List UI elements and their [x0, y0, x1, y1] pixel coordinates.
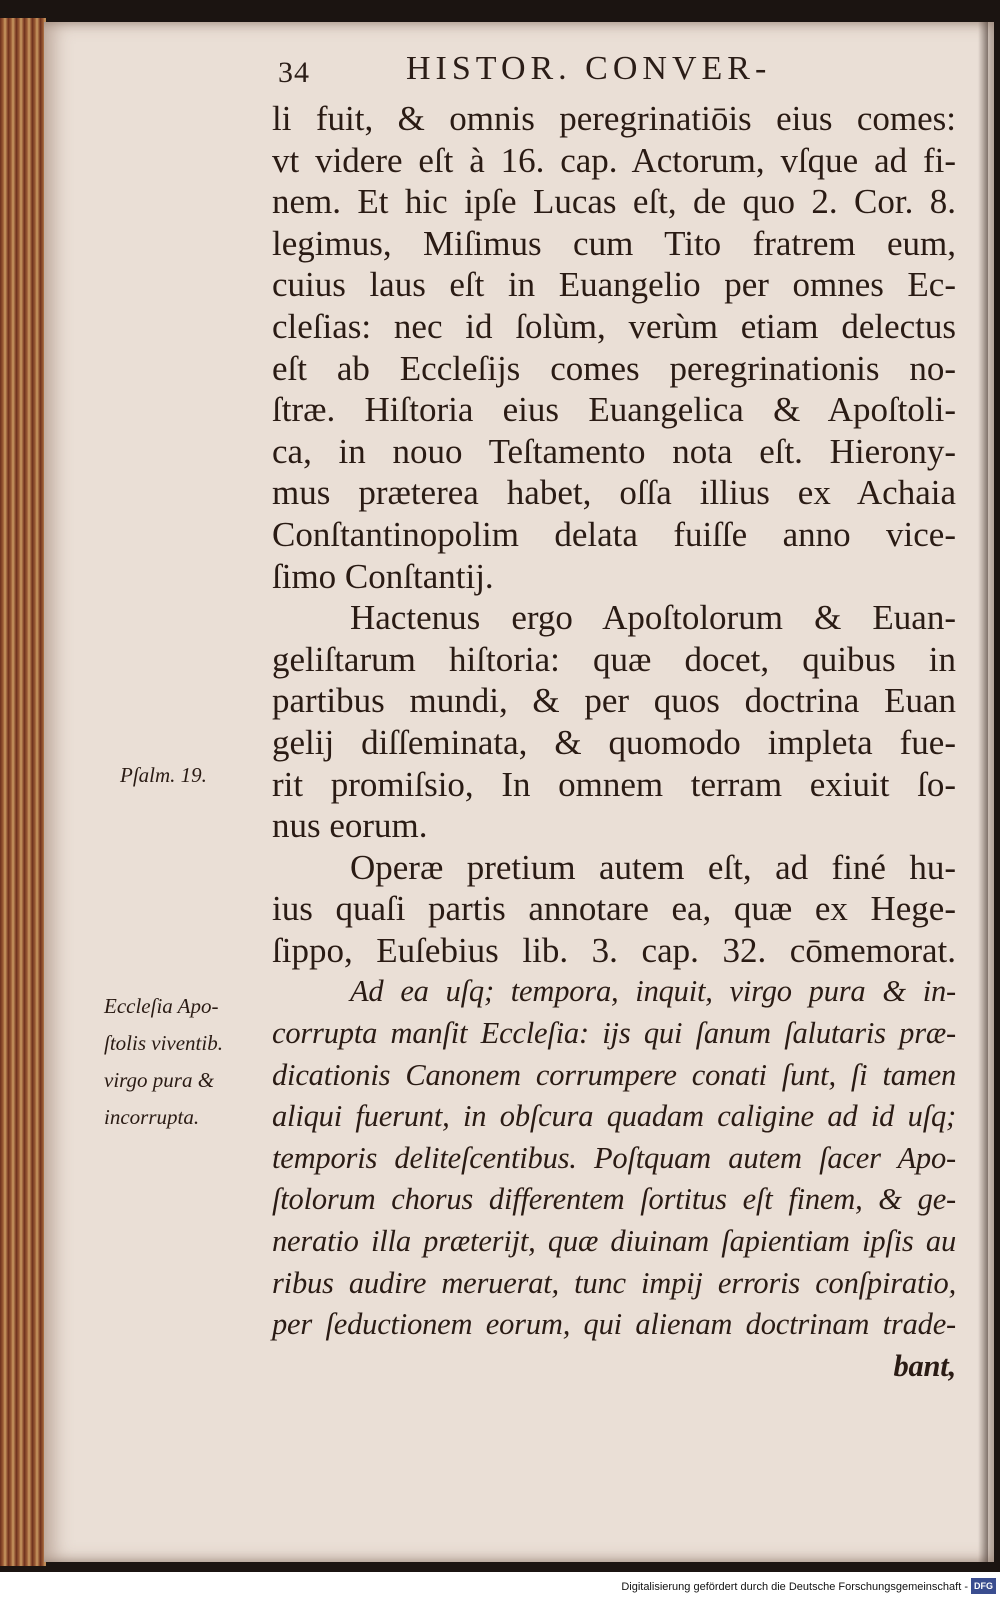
text-line: Conſtantinopolim delata fuiſſe anno vice-: [272, 514, 956, 554]
margin-note-ecclesia: [104, 988, 223, 1136]
quote-line: neratio illa præterijt, quæ diuinam ſapientiam ipſis au: [272, 1224, 956, 1259]
text-line: mus præterea habet, oſſa illius ex Achaia: [272, 473, 956, 513]
quote-line: ribus audire meruerat, tunc impij erroris conſpiratio,: [272, 1265, 956, 1300]
running-title: HISTOR. CONVER-: [406, 50, 772, 87]
text-line: eſt ab Eccleſijs comes peregrinationis no-: [272, 348, 956, 388]
text-line: geliſtarum hiſtoria: quæ docet, quibus in: [272, 639, 956, 679]
text-line: legimus, Miſimus cum Tito fratrem eum,: [272, 223, 956, 263]
text-line: cuius laus eſt in Euangelio per omnes Ec-: [272, 265, 956, 305]
text-line: nus eorum.: [272, 806, 428, 846]
funding-notice: Digitalisierung gefördert durch die Deutsche Forschungsgemeinschaft -: [621, 1581, 968, 1593]
text-line: vt videre eſt à 16. cap. Actorum, vſque ad fi-: [272, 140, 956, 180]
quote-line: aliqui fuerunt, in obſcura quadam caligine ad id uſq;: [272, 1099, 956, 1134]
text-line: ſippo, Euſebius lib. 3. cap. 32. cōmemorat.: [272, 930, 956, 970]
catchword: bant,: [893, 1348, 956, 1383]
text-line: ius quaſi partis annotare ea, quæ ex Hege-: [272, 889, 956, 929]
margin-note-psalm: Pſalm. 19.: [120, 763, 207, 787]
dfg-logo: DFG: [971, 1578, 996, 1594]
body-text: [272, 98, 956, 1387]
page-number: 34: [278, 56, 310, 89]
margin-note-line: virgo pura &: [104, 1068, 215, 1092]
text-line: nem. Et hic ipſe Lucas eſt, de quo 2. Cor. 8.: [272, 182, 956, 222]
text-line: ca, in nouo Teſtamento nota eſt. Hierony-: [272, 431, 956, 471]
footer-bar: [0, 1572, 1000, 1605]
text-line: cleſias: nec id ſolùm, verùm etiam delectus: [272, 306, 956, 346]
quote-line: corrupta manſit Eccleſia: ijs qui ſanum ſalutaris præ-: [272, 1016, 956, 1051]
quote-line: dicationis Canonem corrumpere conati ſunt, ſi tamen: [272, 1057, 956, 1092]
margin-note-line: incorrupta.: [104, 1105, 200, 1129]
margin-note-line: Eccleſia Apo-: [104, 994, 219, 1018]
text-line: rit promiſsio, In omnem terram exiuit ſo-: [272, 764, 956, 804]
quote-line: Ad ea uſq; tempora, inquit, virgo pura & in-: [350, 974, 956, 1009]
text-line: Operæ pretium autem eſt, ad finé hu-: [350, 847, 956, 887]
quote-line: temporis deliteſcentibus. Poſtquam autem ſacer Apo-: [272, 1140, 956, 1175]
text-line: Hactenus ergo Apoſtolorum & Euan-: [350, 598, 956, 638]
book-edge: [0, 18, 46, 1566]
text-line: gelij diſſeminata, & quomodo impleta fue-: [272, 722, 956, 762]
quote-line: per ſeductionem eorum, qui alienam doctrinam trade-: [272, 1307, 956, 1342]
quote-line: ſtolorum chorus differentem ſortitus eſt finem, & ge-: [272, 1182, 956, 1217]
text-line: ſtræ. Hiſtoria eius Euangelica & Apoſtoli-: [272, 390, 956, 430]
text-line: ſimo Conſtantij.: [272, 556, 494, 596]
text-line: li fuit, & omnis peregrinatiōis eius comes:: [272, 99, 956, 138]
margin-note-line: ſtolis viventib.: [104, 1031, 223, 1055]
text-line: partibus mundi, & per quos doctrina Euan: [272, 681, 956, 721]
